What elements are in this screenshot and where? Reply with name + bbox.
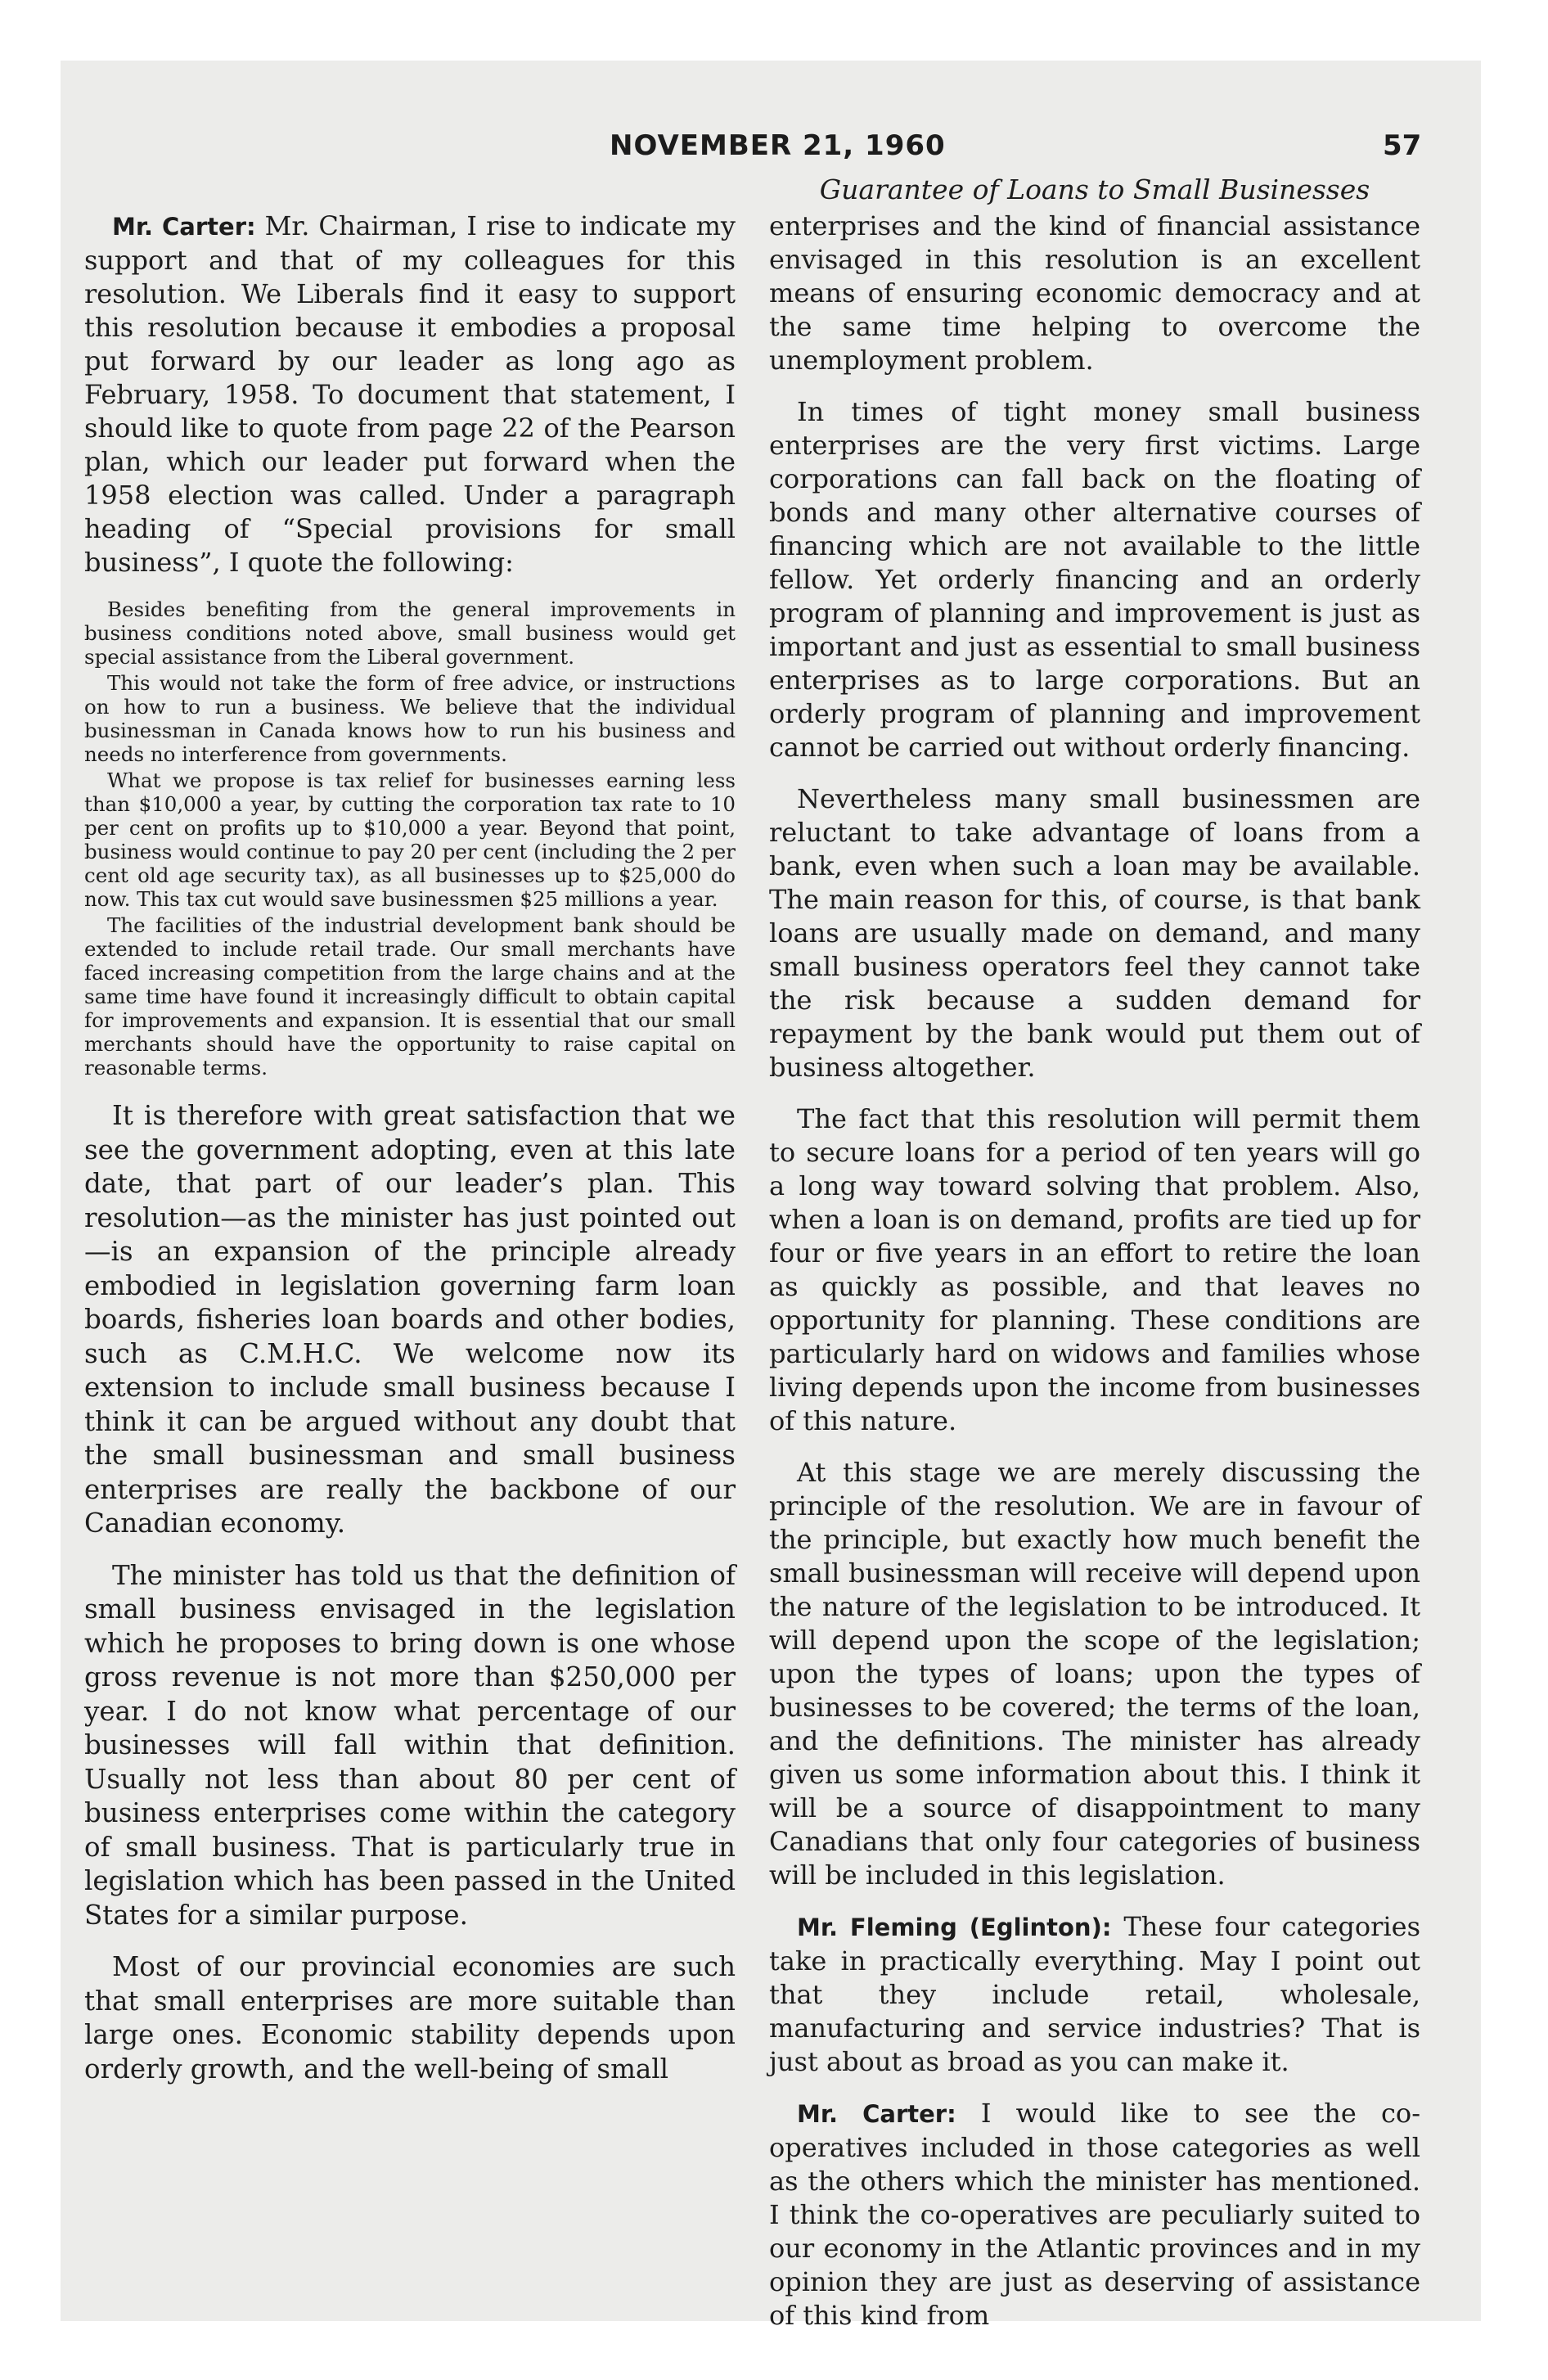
quoted-passage: [84, 597, 736, 1080]
right-column: [769, 210, 1420, 2351]
quote-paragraph: Besides benefiting from the general improvements in business conditions noted above, small business would get special assistance from the Liberal government.: [84, 597, 736, 669]
paragraph: Nevertheless many small businessmen are reluctant to take advantage of loans from a bank, even when such a loan may be available. The main reason for this, of course, is that bank loans are usually made on demand, and many small business operators feel they cannot take the risk because a sudden demand for repayment by the bank would put them out of business altogether.: [769, 783, 1420, 1083]
quote-paragraph: What we propose is tax relief for businesses earning less than $10,000 a year, by cutting the corporation tax rate to 10 per cent on profits up to $10,000 a year. Beyond that point, business would continue to pay 20 per cent (including the 2 per cent old age security tax), as all businesses up to $25,000 do now. This tax cut would save businessmen $25 millions a year.: [84, 769, 736, 911]
speech-text: I would like to see the co-operatives included in those categories as well as the others which the minister has mentioned. I think the co-operatives are peculiarly suited to our economy in the Atlantic provinces and in my opinion they are just as deserving of assistance of this kind from: [769, 2098, 1420, 2331]
speech-text: These four categories take in practically everything. May I point out that they include retail, wholesale, manufacturing and service industries? That is just about as broad as you can make it.: [769, 1911, 1421, 2077]
speech-carter-2: [769, 2097, 1420, 2333]
paragraph: The fact that this resolution will permit them to secure loans for a period of ten years will go a long way toward solving that problem. Also, when a loan is on demand, profits are tied up for four or five years in an effort to retire the loan as quickly as possible, and that leaves no opportunity for planning. These conditions are particularly hard on widows and families whose living depends upon the income from businesses of this nature.: [769, 1103, 1420, 1436]
speech-fleming: [769, 1910, 1420, 2079]
paragraph: Most of our provincial economies are such that small enterprises are more suitable than large ones. Economic stability depends upon orderly growth, and the well-being of small: [84, 1951, 736, 2085]
paragraph: The minister has told us that the definition of small business envisaged in the legislation which he proposes to bring down is one whose gross revenue is not more than $250,000 per year. I do not know what percentage of our businesses will fall within that definition. Usually not less than about 80 per cent of business enterprises come within the category of small business. That is particularly true in legislation which has been passed in the United States for a similar purpose.: [84, 1559, 736, 1931]
speaker-name: Mr. Carter:: [112, 213, 256, 241]
quote-paragraph: The facilities of the industrial development bank should be extended to include retail trade. Our small merchants have faced increasing competition from the large chains and at the same time have found it increasingly difficult to obtain capital for improvements and expansion. It is essential that our small merchants should have the opportunity to raise capital on reasonable terms.: [84, 913, 736, 1080]
page-date: NOVEMBER 21, 1960: [610, 129, 946, 162]
paragraph: enterprises and the kind of financial assistance envisaged in this resolution is an excellent means of ensuring economic democracy and at the same time helping to overcome the unemployment problem.: [769, 210, 1420, 376]
speaker-name: Mr. Carter:: [797, 2100, 956, 2128]
speech-carter-1: [84, 210, 736, 579]
speaker-name: Mr. Fleming (Eglinton):: [797, 1913, 1112, 1941]
paragraph: In times of tight money small business enterprises are the very first victims. Large corporations can fall back on the floating of bonds and many other alternative courses of financing which are not available to the little fellow. Yet orderly financing and an orderly program of planning and improvement is just as important and just as essential to small business enterprises as to large corporations. But an orderly program of planning and improvement cannot be carried out without orderly financing.: [769, 396, 1420, 763]
paragraph: It is therefore with great satisfaction that we see the government adopting, even at this late date, that part of our leader’s plan. This resolution—as the minister has just pointed out—is an expansion of the principle already embodied in legislation governing farm loan boards, fisheries loan boards and other bodies, such as C.M.H.C. We welcome now its extension to include small business because I think it can be argued without any doubt that the small businessman and small business enterprises are really the backbone of our Canadian economy.: [84, 1100, 736, 1539]
page-number: 57: [1383, 129, 1422, 162]
paragraph: At this stage we are merely discussing the principle of the resolution. We are in favour of the principle, but exactly how much benefit the small businessman will receive will depend upon the nature of the legislation to be introduced. It will depend upon the scope of the legislation; upon the types of loans; upon the types of businesses to be covered; the terms of the loan, and the definitions. The minister has already given us some information about this. I think it will be a source of disappointment to many Canadians that only four categories of business will be included in this legislation.: [769, 1457, 1420, 1891]
quote-paragraph: This would not take the form of free advice, or instructions on how to run a business. We believe that the individual businessman in Canada knows how to run his business and needs no interference from governments.: [84, 671, 736, 766]
running-head: Guarantee of Loans to Small Businesses: [819, 174, 1370, 205]
speech-text: Mr. Chairman, I rise to indicate my support and that of my colleagues for this resolution. We Liberals find it easy to support this resolution because it embodies a proposal put forward by our leader as long ago as February, 1958. To document that statement, I should like to quote from page 22 of the Pearson plan, which our leader put forward when the 1958 election was called. Under a paragraph heading of “Special provisions for small business”, I quote the following:: [84, 210, 736, 578]
left-column: [84, 210, 736, 2104]
